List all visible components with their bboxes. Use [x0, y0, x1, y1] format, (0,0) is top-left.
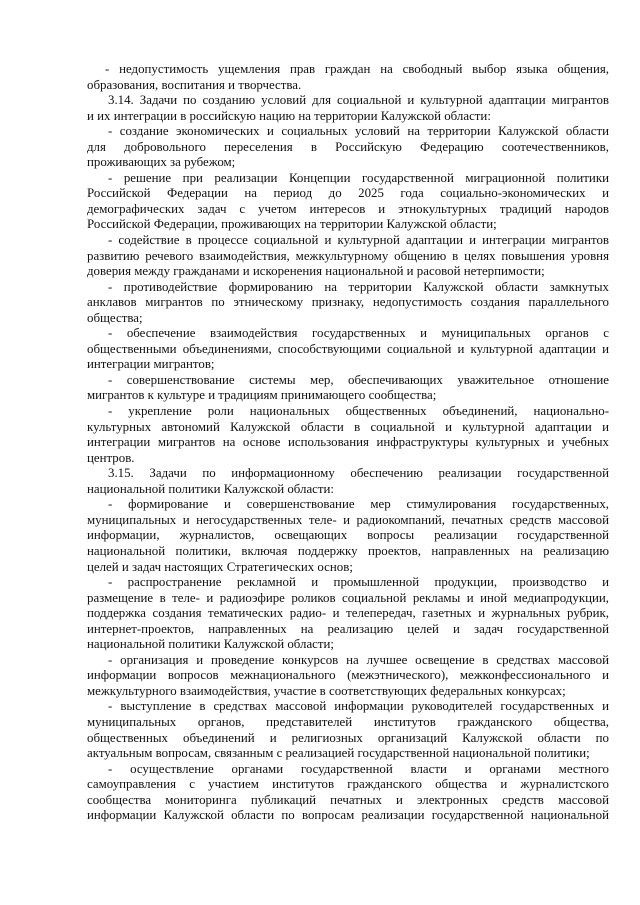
text-line: - распространение рекламной и промышленной продукции, производство и	[108, 575, 609, 590]
text-line: развитию речевого взаимодействия, межкультурному общению в целях повышения уровня	[87, 248, 609, 263]
text-line: - выступление в средствах массовой информации руководителей государственных и	[108, 699, 609, 714]
text-line: актуальным вопросам, связанным с реализацией государственной национальной политики;	[87, 746, 590, 761]
paragraph	[87, 575, 609, 653]
text-line: интеграции мигрантов на основе использования инфраструктуры культурных и учебных	[87, 435, 609, 450]
paragraph	[87, 62, 609, 93]
text-line: демографических задач с учетом интересов и этнокультурных традиций народов	[87, 201, 609, 216]
text-line: - создание экономических и социальных условий на территории Калужской области	[108, 124, 609, 139]
paragraph	[87, 280, 609, 327]
text-line: муниципальных органов, представителей институтов гражданского общества,	[87, 714, 609, 729]
text-line: интернет-проектов, направленных на реализацию целей и задач государственной	[87, 621, 609, 636]
text-line: информации вопросов межнационального (межэтнического), межконфессионального и	[87, 668, 609, 683]
text-line: национальной политики, включая поддержку проектов, направленных на реализацию	[87, 543, 609, 558]
text-line: - укрепление роли национальных общественных объединений, национально-	[108, 404, 609, 419]
text-line: мигрантов к культуре и традициям принимающего сообщества;	[87, 388, 437, 403]
text-line: информации Калужской области по вопросам реализации государственной национальной	[87, 808, 609, 823]
text-line: - решение при реализации Концепции государственной миграционной политики	[108, 170, 609, 185]
text-line: сообщества мониторинга публикаций печатных и электронных средств массовой	[87, 792, 609, 807]
paragraph	[87, 233, 609, 280]
document-body	[87, 62, 609, 824]
text-line: образования, воспитания и творчества.	[87, 77, 302, 92]
text-line: - недопустимость ущемления прав граждан на свободный выбор языка общения,	[105, 62, 609, 76]
text-line: - формирование и совершенствование мер стимулирования государственных,	[108, 497, 609, 512]
text-line: общества;	[87, 310, 143, 325]
text-line: проживающих за рубежом;	[87, 155, 236, 170]
text-line: для добровольного переселения в Российскую Федерацию соотечественников,	[87, 139, 609, 154]
paragraph	[87, 326, 609, 373]
text-line: доверия между гражданами и искоренения национальной и расовой нетерпимости;	[87, 264, 545, 279]
text-line: анклавов мигрантов по этническому признаку, недопустимость создания параллельного	[87, 295, 609, 310]
page-top-edge	[0, 0, 640, 4]
text-line: 3.15. Задачи по информационному обеспечению реализации государственной	[108, 466, 609, 481]
text-line: информации, журналистов, освещающих вопросы реализации государственной	[87, 528, 609, 543]
text-line: интеграции мигрантов;	[87, 357, 215, 372]
paragraph	[87, 762, 609, 824]
text-line: - организация и проведение конкурсов на лучшее освещение в средствах массовой	[108, 652, 609, 667]
text-line: культурных автономий Калужской области в социальной и культурной адаптации и	[87, 419, 609, 434]
paragraph	[87, 466, 609, 497]
text-line: национальной политики Калужской области:	[87, 481, 335, 496]
paragraph	[87, 373, 609, 404]
text-line: Российской Федерации, проживающих на территории Калужской области;	[87, 217, 497, 232]
text-line: общественных объединений и религиозных организаций Калужской области по	[87, 730, 609, 745]
text-line: целей и задач настоящих Стратегических основ;	[87, 559, 353, 574]
paragraph	[87, 404, 609, 466]
text-line: - совершенствование системы мер, обеспечивающих уважительное отношение	[108, 372, 609, 387]
paragraph	[87, 497, 609, 575]
text-line: Российской Федерации на период до 2025 года социально-экономических и	[87, 186, 609, 201]
text-line: общественными объединениями, способствующими социальной и культурной адаптации и	[87, 341, 609, 356]
paragraph	[87, 124, 609, 171]
text-line: - содействие в процессе социальной и культурной адаптации и интеграции мигрантов	[108, 233, 609, 248]
text-line: - противодействие формированию на территории Калужской области замкнутых	[108, 279, 609, 294]
text-line: самоуправления с участием институтов гражданского общества и журналистского	[87, 777, 609, 792]
text-line: муниципальных и негосударственных теле- и радиокомпаний, печатных средств массовой	[87, 512, 609, 527]
text-line: размещение в теле- и радиоэфире роликов социальной рекламы и иной медиапродукции,	[87, 590, 609, 605]
paragraph	[87, 171, 609, 233]
text-line: - обеспечение взаимодействия государственных и муниципальных органов с	[108, 326, 609, 341]
text-line: 3.14. Задачи по созданию условий для социальной и культурной адаптации мигрантов	[108, 93, 609, 108]
text-line: межкультурного взаимодействия, участие в соответствующих федеральных конкурсах;	[87, 683, 566, 698]
text-line: - осуществление органами государственной власти и органами местного	[108, 761, 609, 776]
text-line: национальной политики Калужской области;	[87, 637, 335, 652]
paragraph	[87, 93, 609, 124]
text-line: центров.	[87, 450, 135, 465]
text-line: и их интеграции в российскую нацию на территории Калужской области:	[87, 108, 491, 123]
text-line: поддержка создания тематических радио- и телепередач, газетных и журнальных рубрик,	[87, 606, 609, 621]
paragraph	[87, 653, 609, 700]
paragraph	[87, 699, 609, 761]
